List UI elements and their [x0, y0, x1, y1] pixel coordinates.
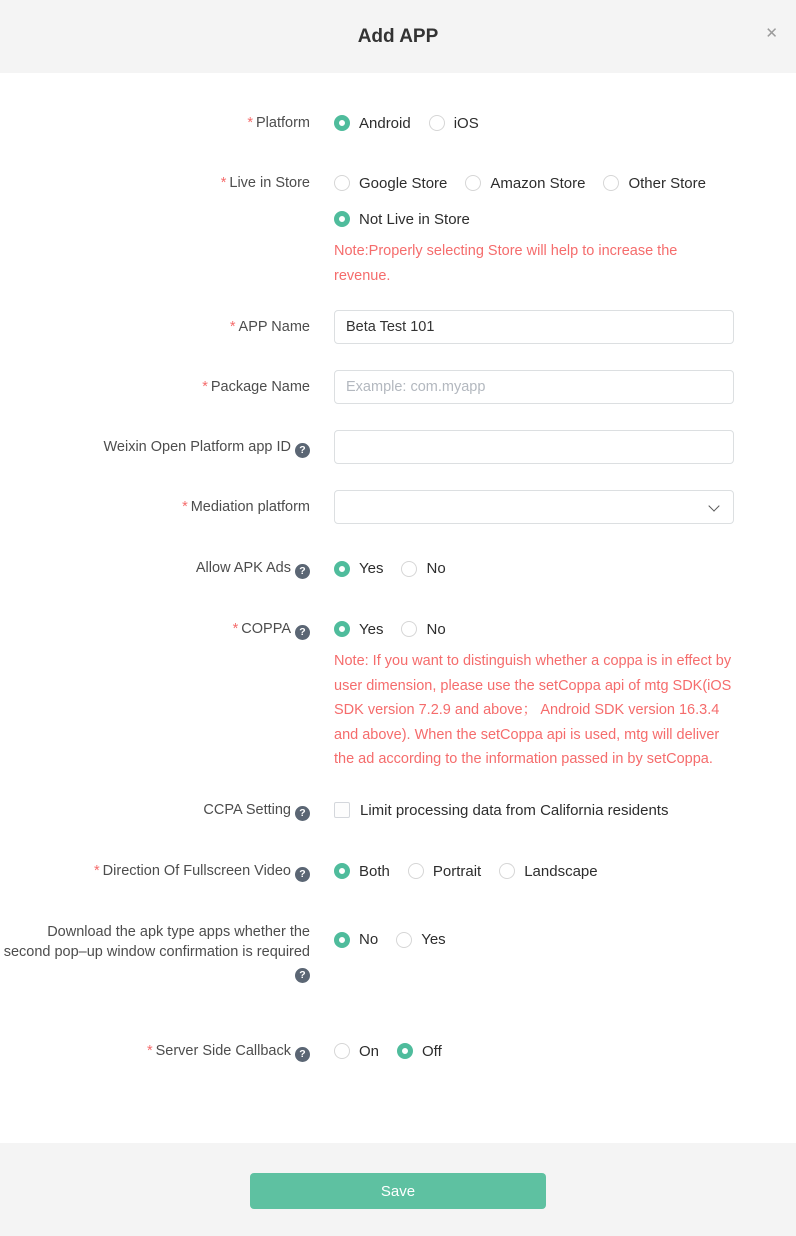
label-text: Server Side Callback	[155, 1042, 291, 1059]
radio-coppa-no[interactable]	[401, 621, 445, 638]
row-app-name	[0, 310, 796, 344]
required-asterisk: *	[94, 862, 100, 879]
radio-icon	[334, 175, 350, 191]
radio-apk-no[interactable]	[401, 560, 445, 577]
radio-label: Yes	[359, 560, 384, 577]
store-radio-group-2	[334, 209, 734, 229]
package-name-label	[0, 377, 310, 397]
radio-icon	[408, 863, 424, 879]
radio-other-store[interactable]	[603, 175, 706, 192]
help-icon[interactable]: ?	[295, 1047, 310, 1062]
save-button[interactable]: Save	[250, 1173, 546, 1209]
mediation-platform-label	[0, 497, 310, 517]
coppa-radio-group	[334, 619, 734, 639]
radio-icon	[401, 621, 417, 637]
radio-landscape[interactable]	[499, 863, 597, 880]
row-server-callback	[0, 1041, 796, 1062]
app-name-input[interactable]	[334, 310, 734, 344]
required-asterisk: *	[232, 621, 239, 637]
radio-icon	[465, 175, 481, 191]
radio-label: No	[426, 620, 446, 638]
label-text: COPPA	[241, 621, 291, 637]
label-text: Mediation platform	[190, 499, 310, 515]
radio-download-yes[interactable]	[396, 931, 445, 948]
help-icon[interactable]: ?	[295, 867, 310, 882]
close-icon[interactable]: ✕	[765, 25, 778, 42]
radio-callback-off[interactable]	[397, 1043, 442, 1060]
modal-header	[0, 0, 796, 73]
radio-google-store[interactable]	[334, 175, 447, 192]
direction-video-label	[0, 861, 310, 882]
store-radio-group	[334, 173, 734, 193]
radio-label: Landscape	[524, 862, 598, 880]
required-asterisk: *	[229, 319, 236, 335]
modal-footer	[0, 1143, 796, 1236]
radio-icon	[603, 175, 619, 191]
radio-selected-icon	[334, 932, 350, 948]
coppa-label	[0, 619, 310, 640]
radio-amazon-store[interactable]	[465, 175, 585, 192]
live-in-store-label	[0, 173, 310, 193]
store-note: Note:Properly selecting Store will help to increase the revenue.	[334, 243, 678, 284]
help-icon[interactable]: ?	[295, 968, 310, 983]
radio-icon	[429, 115, 445, 131]
radio-icon	[396, 932, 412, 948]
allow-apk-radio-group	[334, 559, 734, 579]
radio-label: No	[426, 560, 446, 577]
radio-selected-icon	[334, 211, 350, 227]
radio-label: Off	[422, 1042, 442, 1060]
radio-label: iOS	[453, 114, 479, 132]
required-asterisk: *	[220, 175, 227, 191]
direction-radio-group	[334, 861, 734, 881]
radio-icon	[499, 863, 515, 879]
label-text: Live in Store	[229, 175, 310, 191]
label-text: Allow APK Ads	[195, 560, 291, 576]
label-text: Platform	[256, 115, 310, 131]
row-platform	[0, 113, 796, 133]
download-confirm-label	[0, 922, 310, 983]
help-icon[interactable]: ?	[295, 806, 310, 821]
row-ccpa-setting	[0, 800, 796, 821]
row-weixin-app-id	[0, 430, 796, 464]
required-asterisk: *	[182, 499, 188, 515]
radio-icon	[334, 1043, 350, 1059]
radio-label: Amazon Store	[490, 174, 586, 192]
weixin-app-id-label	[0, 437, 310, 458]
row-download-confirm	[0, 922, 796, 983]
mediation-platform-select[interactable]	[334, 490, 734, 524]
radio-selected-icon	[397, 1043, 413, 1059]
radio-android[interactable]	[334, 115, 411, 132]
chevron-down-icon	[708, 500, 719, 511]
app-name-label	[0, 317, 310, 337]
server-callback-radio-group	[334, 1041, 734, 1061]
row-package-name	[0, 370, 796, 404]
required-asterisk: *	[202, 379, 208, 395]
radio-label: Yes	[359, 620, 384, 638]
help-icon[interactable]: ?	[295, 443, 310, 458]
radio-apk-yes[interactable]	[334, 560, 383, 577]
server-callback-label	[0, 1041, 310, 1062]
label-text: Direction Of Fullscreen Video	[102, 862, 291, 879]
coppa-note: Note: If you want to distinguish whether a coppa is in effect by user dimension, please use the setCoppa api of mtg SDK(iOS SDK version 7.2.9 and above； Android SDK version 16.3.4 and above). When the setCoppa api is used, mtg will deliver the ad according to the information passed in by setCoppa.	[334, 653, 732, 767]
platform-label	[0, 113, 310, 133]
page-title: Add APP	[357, 25, 439, 47]
radio-both[interactable]	[334, 863, 390, 880]
radio-callback-on[interactable]	[334, 1043, 379, 1060]
radio-label: Yes	[421, 931, 446, 948]
radio-not-live-in-store[interactable]	[334, 211, 470, 228]
help-icon[interactable]: ?	[295, 625, 310, 640]
radio-selected-icon	[334, 561, 350, 577]
radio-ios[interactable]	[429, 115, 479, 132]
weixin-app-id-input[interactable]	[334, 430, 734, 464]
radio-coppa-yes[interactable]	[334, 621, 383, 638]
download-radio-group	[334, 930, 734, 950]
radio-icon	[401, 561, 417, 577]
radio-label: Other Store	[628, 174, 706, 192]
ccpa-checkbox-row[interactable]	[334, 800, 734, 820]
checkbox-icon	[334, 802, 350, 818]
package-name-input[interactable]	[334, 370, 734, 404]
radio-label: Android	[359, 114, 411, 132]
help-icon[interactable]: ?	[295, 564, 310, 579]
label-text: Download the apk type apps whether the second pop–up window confirmation is required	[3, 923, 310, 960]
row-allow-apk-ads	[0, 558, 796, 579]
radio-label: Not Live in Store	[359, 210, 470, 228]
radio-selected-icon	[334, 115, 350, 131]
row-mediation-platform	[0, 490, 796, 524]
radio-selected-icon	[334, 863, 350, 879]
radio-selected-icon	[334, 621, 350, 637]
label-text: Package Name	[210, 379, 310, 395]
row-coppa	[0, 619, 796, 772]
radio-label: Portrait	[432, 862, 482, 880]
radio-label: Google Store	[359, 174, 448, 192]
label-text: Weixin Open Platform app ID	[103, 438, 291, 455]
row-direction-video	[0, 861, 796, 882]
radio-download-no[interactable]	[334, 931, 378, 948]
radio-label: Both	[359, 862, 390, 880]
checkbox-label: Limit processing data from California residents	[360, 801, 669, 819]
row-live-in-store	[0, 173, 796, 288]
ccpa-setting-label	[0, 800, 310, 821]
radio-label: No	[359, 931, 379, 948]
allow-apk-ads-label	[0, 558, 310, 579]
radio-portrait[interactable]	[408, 863, 481, 880]
label-text: APP Name	[238, 319, 310, 335]
radio-label: On	[359, 1042, 380, 1060]
label-text: CCPA Setting	[203, 801, 291, 818]
modal-body	[0, 73, 796, 1081]
required-asterisk: *	[247, 115, 253, 131]
required-asterisk: *	[146, 1042, 153, 1059]
platform-radio-group	[334, 113, 734, 133]
